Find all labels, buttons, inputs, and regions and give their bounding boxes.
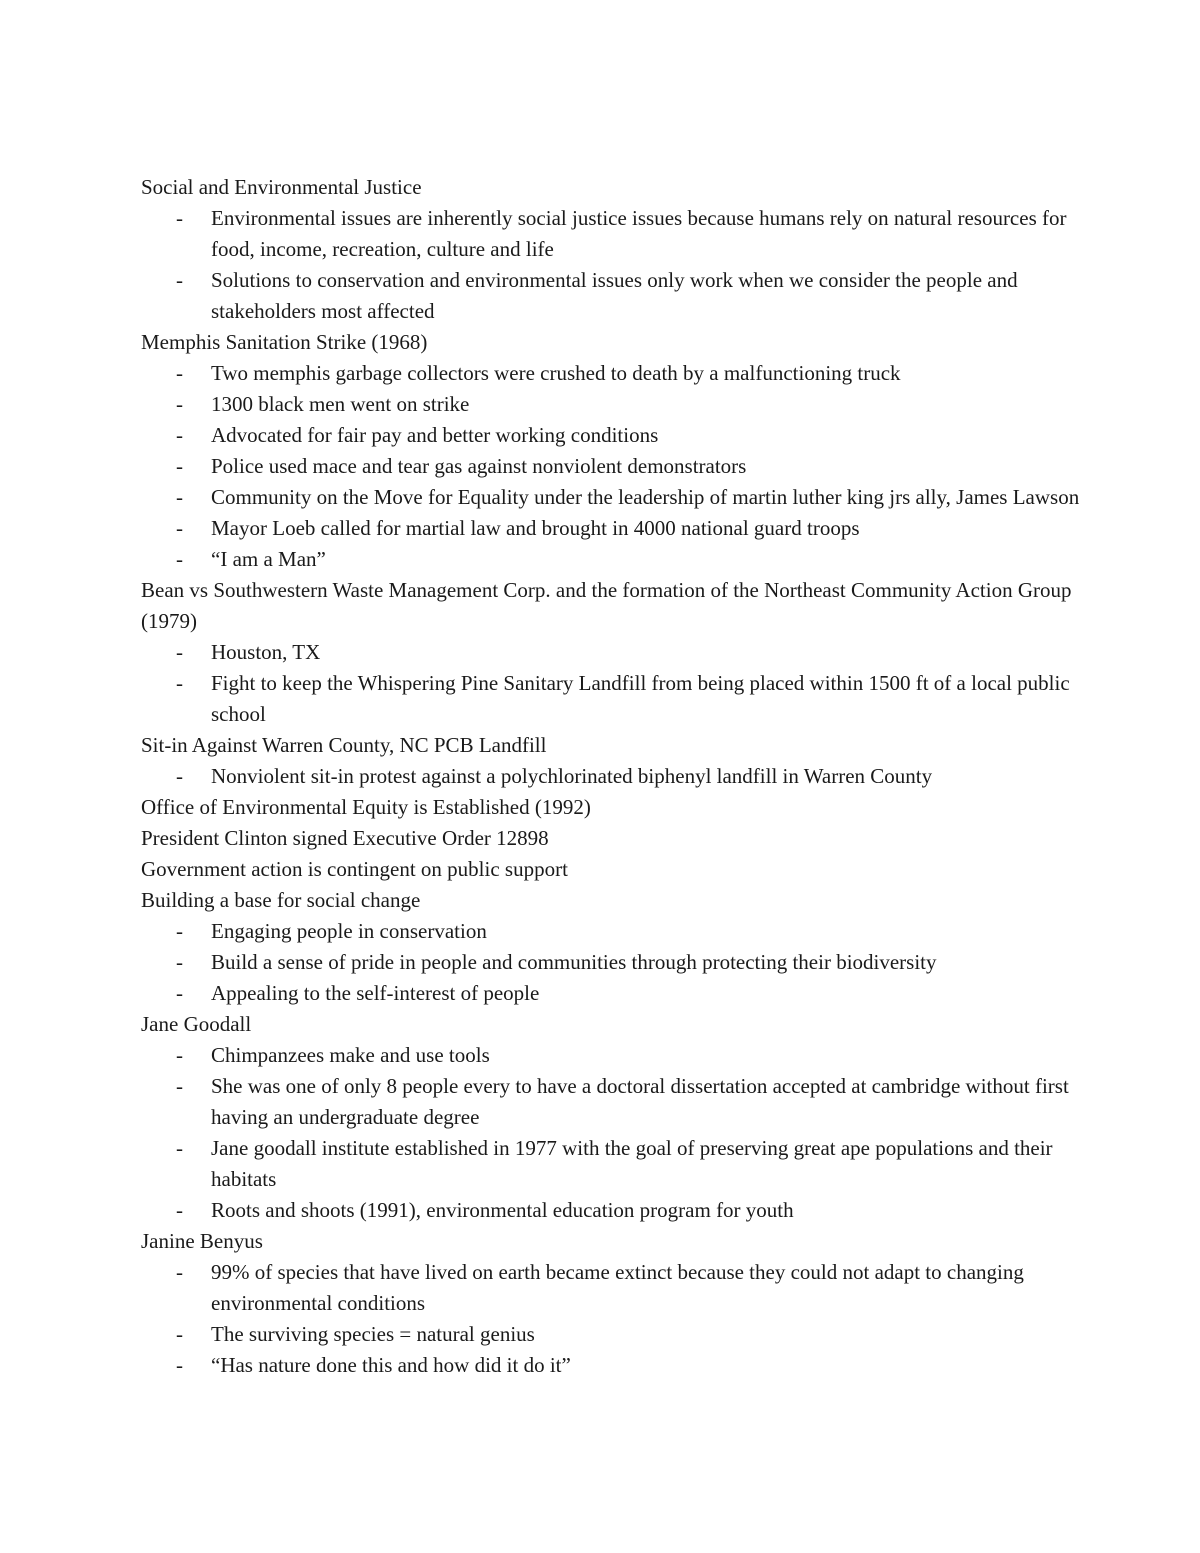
- section-heading: Memphis Sanitation Strike (1968): [141, 330, 428, 354]
- section-heading: Building a base for social change: [141, 888, 421, 912]
- document-page: [141, 172, 1081, 1381]
- list-item-text: Chimpanzees make and use tools: [211, 1043, 490, 1067]
- list-item-text: Two memphis garbage collectors were crushed to death by a malfunctioning truck: [211, 361, 901, 385]
- section: [141, 172, 1081, 327]
- dash-bullet-icon: -: [176, 423, 183, 447]
- dash-bullet-icon: -: [176, 485, 183, 509]
- section-heading: Sit-in Against Warren County, NC PCB Landfill: [141, 733, 547, 757]
- dash-bullet-icon: -: [176, 268, 183, 292]
- section: [141, 327, 1081, 575]
- bullet-list: [141, 203, 1081, 327]
- list-item-text: Community on the Move for Equality under the leadership of martin luther king jrs ally, James Lawson: [211, 485, 1080, 509]
- list-item: [141, 761, 1081, 792]
- list-item-text: 99% of species that have lived on earth became extinct because they could not adapt to changing environmental conditions: [211, 1260, 1024, 1315]
- dash-bullet-icon: -: [176, 206, 183, 230]
- list-item-text: Nonviolent sit-in protest against a polychlorinated biphenyl landfill in Warren County: [211, 764, 933, 788]
- list-item: [141, 358, 1081, 389]
- list-item: [141, 513, 1081, 544]
- list-item-text: Appealing to the self-interest of people: [211, 981, 540, 1005]
- section: [141, 885, 1081, 1009]
- dash-bullet-icon: -: [176, 516, 183, 540]
- list-item: [141, 637, 1081, 668]
- section-heading: Janine Benyus: [141, 1229, 263, 1253]
- dash-bullet-icon: -: [176, 981, 183, 1005]
- list-item: [141, 544, 1081, 575]
- dash-bullet-icon: -: [176, 764, 183, 788]
- list-item-text: Police used mace and tear gas against nonviolent demonstrators: [211, 454, 747, 478]
- list-item: [141, 1040, 1081, 1071]
- section: [141, 1009, 1081, 1226]
- list-item-text: “Has nature done this and how did it do it”: [211, 1353, 571, 1377]
- list-item: [141, 389, 1081, 420]
- list-item-text: Advocated for fair pay and better working conditions: [211, 423, 659, 447]
- list-item: [141, 265, 1081, 327]
- section: [141, 854, 1081, 885]
- dash-bullet-icon: -: [176, 1198, 183, 1222]
- section: [141, 792, 1081, 823]
- list-item: [141, 1257, 1081, 1319]
- dash-bullet-icon: -: [176, 640, 183, 664]
- dash-bullet-icon: -: [176, 1353, 183, 1377]
- section-heading: Bean vs Southwestern Waste Management Corp. and the formation of the Northeast Community Action Group (1979): [141, 578, 1072, 633]
- section-heading: Social and Environmental Justice: [141, 175, 422, 199]
- list-item-text: Fight to keep the Whispering Pine Sanitary Landfill from being placed within 1500 ft of a local public school: [211, 671, 1070, 726]
- bullet-list: [141, 637, 1081, 730]
- dash-bullet-icon: -: [176, 392, 183, 416]
- list-item-text: Solutions to conservation and environmental issues only work when we consider the people and stakeholders most affected: [211, 268, 1018, 323]
- list-item: [141, 1319, 1081, 1350]
- list-item: [141, 1350, 1081, 1381]
- list-item: [141, 1133, 1081, 1195]
- section: [141, 575, 1081, 730]
- list-item-text: The surviving species = natural genius: [211, 1322, 535, 1346]
- list-item: [141, 668, 1081, 730]
- bullet-list: [141, 358, 1081, 575]
- section-heading: Office of Environmental Equity is Established (1992): [141, 795, 591, 819]
- list-item-text: “I am a Man”: [211, 547, 326, 571]
- list-item: [141, 1195, 1081, 1226]
- dash-bullet-icon: -: [176, 671, 183, 695]
- dash-bullet-icon: -: [176, 1043, 183, 1067]
- section-heading: President Clinton signed Executive Order 12898: [141, 826, 549, 850]
- dash-bullet-icon: -: [176, 1260, 183, 1284]
- list-item: [141, 451, 1081, 482]
- dash-bullet-icon: -: [176, 361, 183, 385]
- section: [141, 1226, 1081, 1381]
- list-item-text: Roots and shoots (1991), environmental education program for youth: [211, 1198, 794, 1222]
- list-item: [141, 947, 1081, 978]
- dash-bullet-icon: -: [176, 1136, 183, 1160]
- list-item: [141, 1071, 1081, 1133]
- list-item: [141, 916, 1081, 947]
- section: [141, 823, 1081, 854]
- dash-bullet-icon: -: [176, 454, 183, 478]
- list-item-text: 1300 black men went on strike: [211, 392, 470, 416]
- list-item-text: She was one of only 8 people every to have a doctoral dissertation accepted at cambridge without first having an undergraduate degree: [211, 1074, 1069, 1129]
- dash-bullet-icon: -: [176, 919, 183, 943]
- bullet-list: [141, 1040, 1081, 1226]
- dash-bullet-icon: -: [176, 1074, 183, 1098]
- bullet-list: [141, 1257, 1081, 1381]
- dash-bullet-icon: -: [176, 950, 183, 974]
- list-item-text: Engaging people in conservation: [211, 919, 487, 943]
- section: [141, 730, 1081, 792]
- list-item: [141, 978, 1081, 1009]
- section-heading: Government action is contingent on public support: [141, 857, 568, 881]
- list-item: [141, 420, 1081, 451]
- dash-bullet-icon: -: [176, 1322, 183, 1346]
- list-item-text: Jane goodall institute established in 1977 with the goal of preserving great ape populations and their habitats: [211, 1136, 1053, 1191]
- list-item-text: Build a sense of pride in people and communities through protecting their biodiversity: [211, 950, 937, 974]
- list-item-text: Environmental issues are inherently social justice issues because humans rely on natural resources for food, income, recreation, culture and life: [211, 206, 1067, 261]
- list-item-text: Mayor Loeb called for martial law and brought in 4000 national guard troops: [211, 516, 860, 540]
- list-item: [141, 482, 1081, 513]
- bullet-list: [141, 916, 1081, 1009]
- section-heading: Jane Goodall: [141, 1012, 252, 1036]
- list-item: [141, 203, 1081, 265]
- dash-bullet-icon: -: [176, 547, 183, 571]
- bullet-list: [141, 761, 1081, 792]
- list-item-text: Houston, TX: [211, 640, 321, 664]
